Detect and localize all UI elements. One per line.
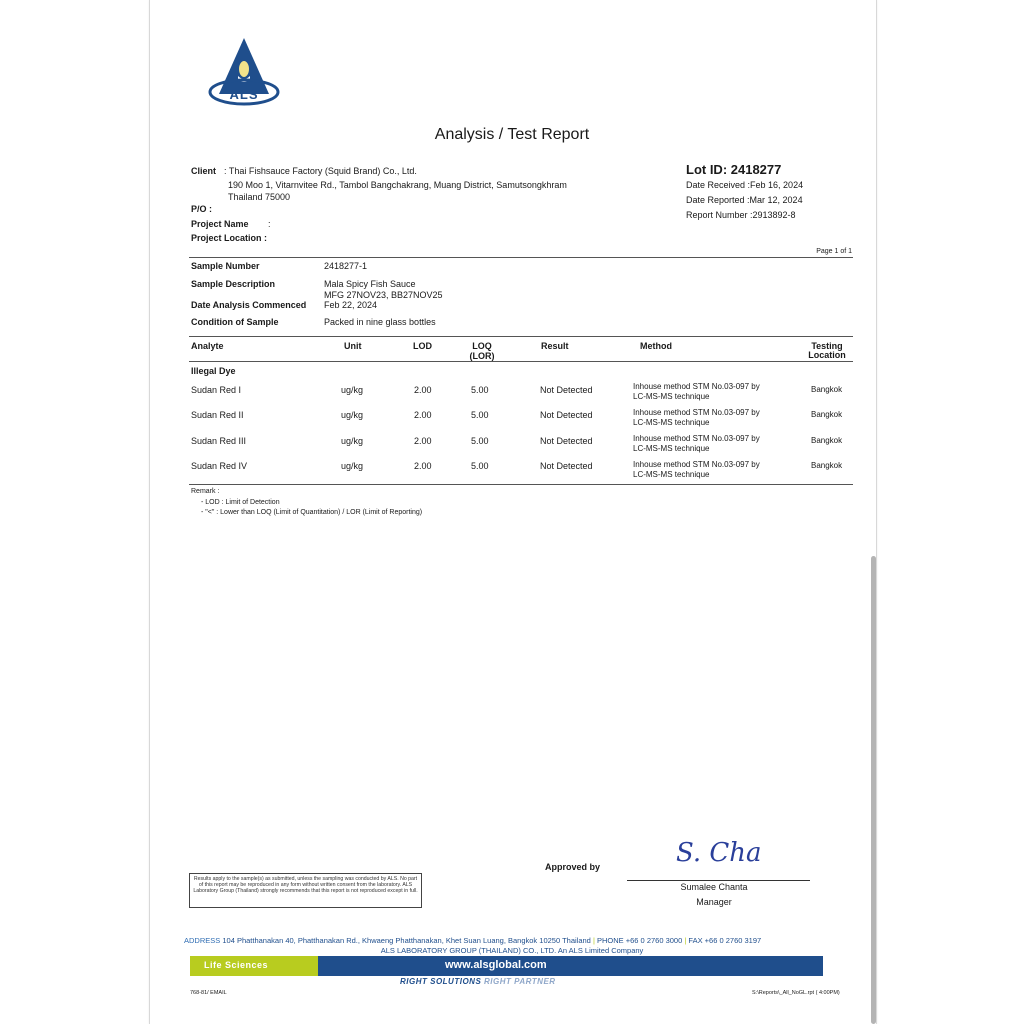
sample-description-label: Sample Description bbox=[191, 279, 276, 289]
col-location: Location bbox=[808, 350, 846, 360]
cell-lod: 2.00 bbox=[414, 436, 432, 446]
phone-text: PHONE +66 0 2760 3000 bbox=[597, 936, 683, 945]
page-title: Analysis / Test Report bbox=[434, 126, 590, 143]
cell-loq: 5.00 bbox=[471, 385, 489, 395]
project-location-label: Project Location : bbox=[191, 233, 268, 243]
als-triangle-logo-icon bbox=[207, 36, 281, 106]
cell-method-line2: LC-MS-MS technique bbox=[633, 470, 710, 479]
po-label: P/O : bbox=[191, 204, 213, 214]
remark-line-lt: - "<" : Lower than LOQ (Limit of Quantitation) / LOR (Limit of Reporting) bbox=[201, 509, 423, 516]
cell-method-line1: Inhouse method STM No.03-097 by bbox=[633, 434, 760, 443]
table-top-rule bbox=[189, 336, 853, 337]
col-result: Result bbox=[541, 341, 569, 351]
tagline-part2: RIGHT PARTNER bbox=[484, 977, 556, 986]
col-loq: LOQ bbox=[472, 341, 492, 351]
date-received: Date Received :Feb 16, 2024 bbox=[686, 180, 804, 190]
cell-result: Not Detected bbox=[540, 410, 593, 420]
cell-location: Bangkok bbox=[811, 385, 843, 394]
table-bottom-rule bbox=[189, 484, 853, 485]
footer-banner bbox=[190, 956, 823, 976]
client-address-line1: 190 Moo 1, Vitarnvitee Rd., Tambol Bangchakrang, Muang District, Samutsongkhram bbox=[228, 180, 567, 190]
date-reported: Date Reported :Mar 12, 2024 bbox=[686, 195, 803, 205]
website-bar bbox=[318, 956, 823, 976]
approver-role: Manager bbox=[696, 897, 732, 907]
cell-result: Not Detected bbox=[540, 385, 593, 395]
cell-unit: ug/kg bbox=[341, 410, 364, 420]
lot-id: Lot ID: 2418277 bbox=[686, 162, 782, 177]
project-name-value: : bbox=[268, 219, 271, 229]
disclaimer-box: Results apply to the sample(s) as submitted, unless the sampling was conducted by ALS. No part of this report may be reproduced in any form without written consent from the laboratory. ALS Laboratory Group (Thailand) strongly recommends that this report is not reproduced except in full. bbox=[189, 873, 422, 908]
footer-code-left: 768-81/ EMAIL bbox=[190, 990, 227, 996]
cell-loq: 5.00 bbox=[471, 436, 489, 446]
col-method: Method bbox=[640, 341, 672, 351]
website-link[interactable]: www.alsglobal.com bbox=[445, 959, 547, 971]
life-sciences-tab bbox=[190, 956, 318, 976]
cell-method-line2: LC-MS-MS technique bbox=[633, 418, 710, 427]
footer-address: ADDRESS 104 Phatthanakan 40, Phatthanakan Rd., Khwaeng Phatthanakan, Khet Suan Luang, Bangkok 10250 Thailand | PHONE +66 0 2760 3000 | FAX +66 0 2760 3197 bbox=[184, 936, 762, 945]
cell-lod: 2.00 bbox=[414, 410, 432, 420]
cell-location: Bangkok bbox=[811, 410, 843, 419]
sample-description-value1: Mala Spicy Fish Sauce bbox=[324, 279, 416, 289]
report-number: Report Number :2913892-8 bbox=[686, 210, 796, 220]
condition-value: Packed in nine glass bottles bbox=[324, 317, 436, 327]
col-analyte: Analyte bbox=[191, 341, 224, 351]
date-commenced-value: Feb 22, 2024 bbox=[324, 300, 378, 310]
sample-number-value: 2418277-1 bbox=[324, 261, 368, 271]
col-lod: LOD bbox=[413, 341, 432, 351]
cell-result: Not Detected bbox=[540, 436, 593, 446]
cell-location: Bangkok bbox=[811, 436, 843, 445]
cell-loq: 5.00 bbox=[471, 461, 489, 471]
remark-line-lod: - LOD : Limit of Detection bbox=[201, 499, 280, 506]
life-sciences-label: Life Sciences bbox=[204, 960, 269, 970]
cell-result: Not Detected bbox=[540, 461, 593, 471]
condition-label: Condition of Sample bbox=[191, 317, 279, 327]
client-address-line2: Thailand 75000 bbox=[228, 192, 291, 202]
cell-lod: 2.00 bbox=[414, 385, 432, 395]
cell-lod: 2.00 bbox=[414, 461, 432, 471]
sample-number-label: Sample Number bbox=[191, 261, 260, 271]
page-indicator: Page 1 of 1 bbox=[816, 248, 852, 255]
remark-title: Remark : bbox=[191, 488, 220, 495]
cell-analyte: Sudan Red II bbox=[191, 410, 244, 420]
address-text: 104 Phatthanakan 40, Phatthanakan Rd., Khwaeng Phatthanakan, Khet Suan Luang, Bangkok 10250 Thailand bbox=[222, 936, 591, 945]
footer-company: ALS LABORATORY GROUP (THAILAND) CO., LTD. An ALS Limited Company bbox=[380, 946, 644, 955]
approved-by-label: Approved by bbox=[545, 862, 601, 872]
cell-method-line1: Inhouse method STM No.03-097 by bbox=[633, 408, 760, 417]
cell-method-line2: LC-MS-MS technique bbox=[633, 392, 710, 401]
approver-name: Sumalee Chanta bbox=[680, 882, 748, 892]
project-name-label: Project Name bbox=[191, 219, 249, 229]
cell-method-line1: Inhouse method STM No.03-097 by bbox=[633, 460, 760, 469]
signature: S. Cha bbox=[676, 838, 762, 868]
cell-analyte: Sudan Red IV bbox=[191, 461, 248, 471]
col-unit: Unit bbox=[344, 341, 362, 351]
cell-analyte: Sudan Red I bbox=[191, 385, 242, 395]
cell-analyte: Sudan Red III bbox=[191, 436, 247, 446]
signature-line bbox=[627, 880, 810, 881]
sample-description-value2: MFG 27NOV23, BB27NOV25 bbox=[324, 290, 443, 300]
cell-unit: ug/kg bbox=[341, 385, 364, 395]
col-lor: (LOR) bbox=[469, 351, 495, 361]
client-name: : Thai Fishsauce Factory (Squid Brand) Co., Ltd. bbox=[224, 166, 417, 176]
footer-code-right: S:\Reports\_All_NoGL.rpt ( 4:00PM) bbox=[752, 990, 840, 996]
col-testing: Testing bbox=[811, 341, 843, 351]
cell-location: Bangkok bbox=[811, 461, 843, 470]
tagline bbox=[400, 977, 556, 986]
tagline-part1: RIGHT SOLUTIONS bbox=[400, 977, 482, 986]
divider bbox=[189, 257, 853, 258]
logo-text: ALS bbox=[229, 87, 259, 102]
address-label: ADDRESS bbox=[184, 936, 221, 945]
cell-unit: ug/kg bbox=[341, 461, 364, 471]
cell-unit: ug/kg bbox=[341, 436, 364, 446]
client-label: Client bbox=[191, 166, 217, 176]
cell-loq: 5.00 bbox=[471, 410, 489, 420]
date-commenced-label: Date Analysis Commenced bbox=[191, 300, 307, 310]
cell-method-line1: Inhouse method STM No.03-097 by bbox=[633, 382, 760, 391]
fax-text: FAX +66 0 2760 3197 bbox=[688, 936, 762, 945]
group-title: Illegal Dye bbox=[191, 366, 236, 376]
cell-method-line2: LC-MS-MS technique bbox=[633, 444, 710, 453]
table-header-rule bbox=[189, 361, 853, 362]
